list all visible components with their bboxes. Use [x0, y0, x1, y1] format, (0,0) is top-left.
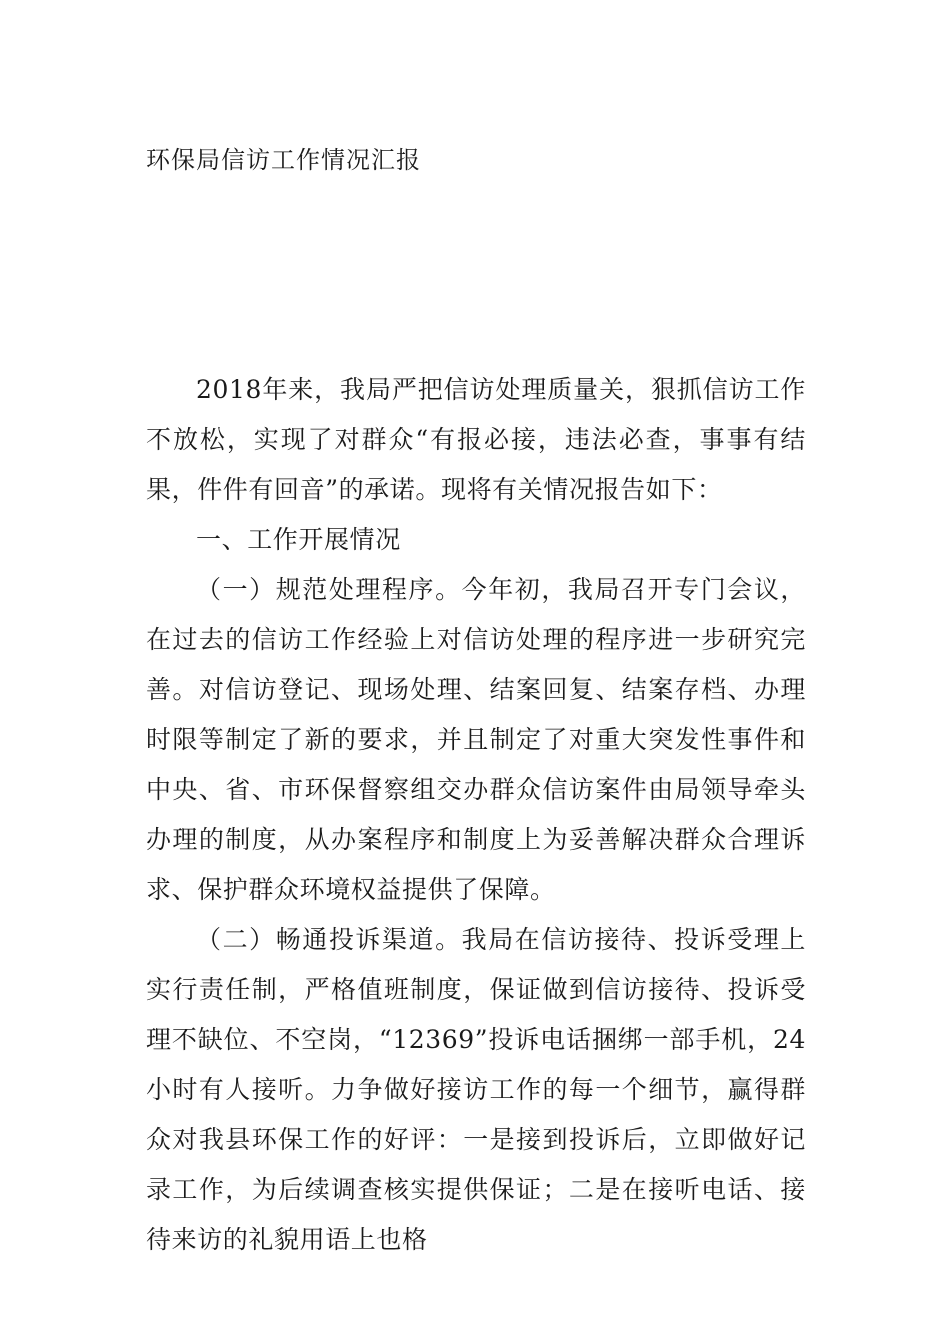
paragraph-intro: 2018年来，我局严把信访处理质量关，狠抓信访工作不放松，实现了对群众“有报必接，违法必查，事事有结果，件件有回音”的承诺。现将有关情况报告如下：	[146, 375, 806, 504]
document-title: 环保局信访工作情况汇报	[146, 146, 421, 174]
paragraph-procedure: （一）规范处理程序。今年初，我局召开专门会议，在过去的信访工作经验上对信访处理的程序进一步研究完善。对信访登记、现场处理、结案回复、结案存档、办理时限等制定了新的要求，并且制定了对重大突发性事件和中央、省、市环保督察组交办群众信访案件由局领导牵头办理的制度，从办案程序和制度上为妥善解决群众合理诉求、保护群众环境权益提供了保障。	[146, 575, 806, 904]
section-heading-1: 一、工作开展情况	[196, 525, 401, 554]
document-body	[146, 365, 806, 1265]
paragraph-channels: （二）畅通投诉渠道。我局在信访接待、投诉受理上实行责任制，严格值班制度，保证做到信访接待、投诉受理不缺位、不空岗，“12369”投诉电话捆绑一部手机，24小时有人接听。力争做好接访工作的每一个细节，赢得群众对我县环保工作的好评：一是接到投诉后，立即做好记录工作，为后续调查核实提供保证；二是在接听电话、接待来访的礼貌用语上也格	[146, 925, 806, 1254]
